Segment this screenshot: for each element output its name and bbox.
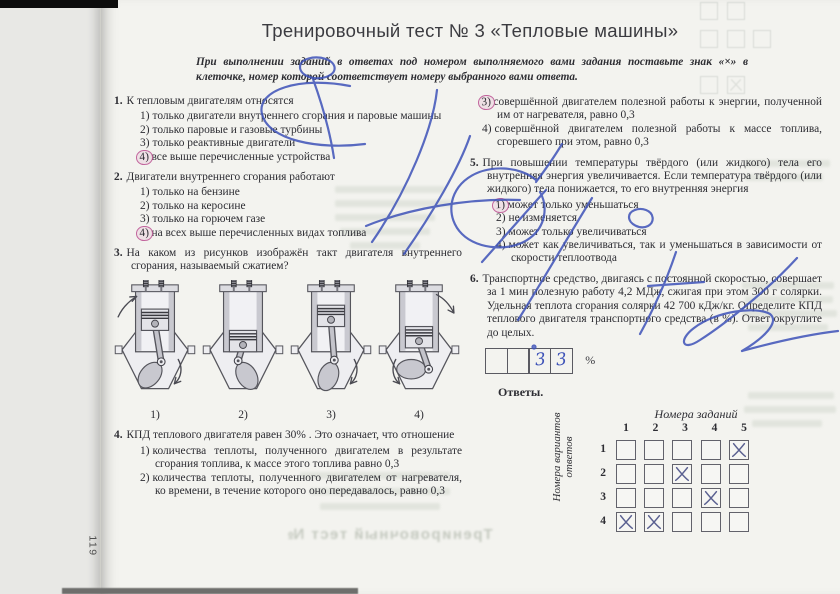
- question-text: На каком из рисунков изображён такт двигателя внутреннего сгорания, называемый сжатием?: [126, 247, 462, 273]
- option-label: 2): [140, 123, 150, 136]
- grid-column-number: 4: [711, 422, 718, 435]
- grid-body: [586, 440, 816, 532]
- answer-option[interactable]: [140, 445, 462, 472]
- answer-checkbox[interactable]: [701, 464, 721, 484]
- grid-row-number: 2: [600, 467, 606, 480]
- grid-row: [586, 512, 816, 532]
- answer-checkbox[interactable]: [672, 512, 692, 532]
- numeric-answer-strip: [486, 348, 822, 374]
- grid-row: [586, 488, 816, 508]
- answer-checkbox[interactable]: [729, 464, 749, 484]
- answer-cell[interactable]: [550, 348, 573, 374]
- answer-checkbox[interactable]: [701, 440, 721, 460]
- answer-option[interactable]: [140, 472, 462, 499]
- answers-heading: Ответы.: [498, 384, 544, 399]
- option-text: только на керосине: [152, 199, 246, 212]
- option-label: 1): [140, 186, 150, 199]
- option-text: может только увеличиваться: [508, 225, 647, 238]
- page-title: Тренировочный тест № 3 «Тепловые машины»: [261, 20, 679, 41]
- grid-column-number: 1: [623, 422, 629, 435]
- question-5: [470, 157, 822, 266]
- grid-column-numbers: [616, 422, 816, 435]
- answer-cell[interactable]: [528, 348, 551, 374]
- option-text: только на бензине: [152, 186, 240, 199]
- option-text: только реактивные двигатели: [152, 137, 296, 150]
- question-1: [114, 95, 462, 164]
- option-label: 3): [140, 213, 150, 226]
- question-text: КПД теплового двигателя равен 30% . Это означает, что отношение: [126, 429, 455, 442]
- grid-column-number: 3: [682, 422, 688, 435]
- showthrough-mirrored-title: Тренировочный тест №: [286, 526, 493, 543]
- question-6: [470, 273, 822, 340]
- option-label: 1): [140, 110, 150, 123]
- handwritten-digit: 3: [533, 349, 547, 371]
- test-instruction: При выполнении заданий в ответах под номером выполняемого вами задания поставьте знак «×» в клеточке, номер которой соответствует номеру выбранного вами ответа.: [196, 56, 748, 83]
- page-number: 119: [86, 535, 99, 557]
- option-text: не изменяется: [508, 212, 577, 225]
- answer-checkbox[interactable]: [729, 512, 749, 532]
- answer-option[interactable]: [140, 110, 462, 123]
- showthrough-checkbox: [727, 2, 745, 20]
- question-3: [114, 247, 462, 422]
- question-number: 5.: [470, 156, 479, 169]
- option-label: 4): [135, 149, 153, 166]
- scan-edge-black-strip: [0, 0, 118, 8]
- option-text: количества теплоты, полученного двигателем от нагревателя, ко времени, в течение которого оно передавалось, равно 0,3: [152, 471, 462, 497]
- x-mark: [645, 513, 663, 531]
- option-text: только двигатели внутреннего сгорания и паровые машины: [152, 110, 442, 123]
- engine-figure-3: [290, 280, 372, 422]
- answer-option[interactable]: [496, 239, 822, 266]
- question-text: При повышении температуры твёрдого (или жидкого) тела его внутренняя энергия увеличивается. Если температура твёрдого (или жидкого) тела понижается, то его внутренняя энергия: [482, 156, 822, 196]
- engine-figure-2: [202, 280, 284, 422]
- figure-label: 2): [238, 408, 248, 421]
- grid-row-number: 1: [600, 443, 606, 456]
- answer-checkbox[interactable]: [644, 488, 664, 508]
- option-label: 3): [496, 225, 506, 238]
- answer-checkbox[interactable]: [672, 440, 692, 460]
- grid-row-number: 4: [600, 515, 606, 528]
- answer-checkbox[interactable]: [729, 440, 749, 460]
- engine-diagram-intake: [114, 280, 196, 408]
- answer-checkbox[interactable]: [729, 488, 749, 508]
- answer-option[interactable]: [496, 212, 822, 225]
- answer-option[interactable]: [482, 96, 822, 123]
- question-number: 1.: [114, 95, 123, 107]
- answer-checkbox[interactable]: [672, 488, 692, 508]
- answer-option[interactable]: [140, 124, 462, 137]
- grid-side-label: Номера вариантов ответов: [551, 412, 575, 502]
- answer-checkbox[interactable]: [644, 440, 664, 460]
- answer-option[interactable]: [496, 226, 822, 239]
- grid-title: Номера заданий: [654, 407, 738, 422]
- option-text: совершённой двигателем полезной работы к энергии, полученной им от нагревателя, равно 0,3: [493, 96, 822, 122]
- option-text: на всех выше перечисленных видах топлива: [151, 226, 367, 239]
- option-text: может как увеличиваться, так и уменьшаться в зависимости от скорости теплоотвода: [508, 239, 822, 265]
- page-bottom-shadow: [62, 588, 358, 594]
- option-label: 2): [496, 212, 506, 225]
- answer-option[interactable]: [140, 186, 462, 199]
- answer-option[interactable]: [140, 151, 462, 164]
- grid-column-number: 5: [741, 422, 747, 435]
- engine-figure-4: [378, 280, 460, 422]
- option-text: только паровые и газовые турбины: [152, 123, 323, 136]
- answer-option[interactable]: [140, 137, 462, 150]
- question-number: 4.: [114, 429, 123, 442]
- answer-option[interactable]: [482, 123, 822, 150]
- x-mark: [617, 513, 635, 531]
- figure-label: 3): [326, 408, 336, 421]
- question-text: Двигатели внутреннего сгорания работают: [126, 171, 335, 184]
- answer-checkbox[interactable]: [672, 464, 692, 484]
- left-column: [114, 95, 462, 505]
- answer-checkbox[interactable]: [616, 512, 636, 532]
- answer-cell[interactable]: [507, 348, 530, 374]
- x-mark: [730, 441, 748, 459]
- grid-row-number: 3: [600, 491, 606, 504]
- question-text: Транспортное средство, двигаясь с постоянной скоростью, совершает за 1 мин полезную работу 4,2 МДж, сжигая при этом 300 г солярки. Удельная теплота сгорания солярки 42 700 кДж/кг. Определите КПД теплового двигателя транспортного средства (в %). Ответ округлите до целых.: [482, 272, 822, 339]
- question-number: 6.: [470, 272, 479, 285]
- option-text: совершённой двигателем полезной работы к массе топлива, сгоревшего при этом, равно 0,3: [494, 122, 822, 149]
- question-number: 2.: [114, 171, 123, 184]
- option-text: все выше перечисленные устройства: [151, 150, 331, 163]
- option-text: количества теплоты, полученного двигателем в результате сгорания топлива, к массе этого топлива равно 0,3: [152, 444, 462, 471]
- answer-checkbox[interactable]: [701, 512, 721, 532]
- option-label: 4): [482, 122, 492, 135]
- showthrough-checkbox: [700, 2, 718, 20]
- option-label: 2): [140, 199, 150, 212]
- option-text: только на горючем газе: [152, 213, 266, 226]
- engine-figure-1: [114, 280, 196, 422]
- option-label: 4): [135, 225, 153, 242]
- answer-checkbox[interactable]: [616, 440, 636, 460]
- answer-option[interactable]: [140, 213, 462, 226]
- answer-checkbox[interactable]: [644, 512, 664, 532]
- question-4: [114, 429, 462, 498]
- answer-option[interactable]: [140, 227, 462, 240]
- grid-column-number: 2: [652, 422, 659, 435]
- answer-checkbox[interactable]: [616, 488, 636, 508]
- handwritten-digit: 3: [555, 349, 569, 371]
- answer-option[interactable]: [140, 200, 462, 213]
- option-label: 2): [140, 471, 150, 484]
- option-label: 3): [140, 137, 150, 150]
- question-2: [114, 171, 462, 240]
- option-label: 4): [496, 239, 506, 252]
- figure-label: 1): [150, 408, 160, 421]
- grid-row: [586, 440, 816, 460]
- answer-checkbox[interactable]: [644, 464, 664, 484]
- option-label: 1): [140, 444, 150, 457]
- option-label: 3): [477, 94, 495, 111]
- engine-diagram-power: [202, 280, 284, 408]
- right-column: [470, 96, 822, 532]
- engine-diagram-exhaust: [378, 280, 460, 408]
- x-mark: [673, 465, 691, 483]
- question-number: 3.: [114, 247, 123, 260]
- answer-option[interactable]: [496, 199, 822, 212]
- answer-checkbox[interactable]: [701, 488, 721, 508]
- engine-figures: [114, 280, 462, 422]
- option-label: 1): [491, 197, 509, 214]
- answer-cell[interactable]: [485, 348, 508, 374]
- engine-diagram-compression: [290, 280, 372, 408]
- question-text: К тепловым двигателям относятся: [126, 95, 294, 107]
- question-4-continued: [470, 96, 822, 150]
- option-text: может только уменьшаться: [507, 198, 639, 211]
- grid-row: [586, 464, 816, 484]
- percent-unit: %: [585, 353, 596, 368]
- figure-label: 4): [414, 408, 424, 421]
- answer-checkbox[interactable]: [616, 464, 636, 484]
- answers-grid: [551, 407, 816, 531]
- x-mark: [702, 489, 720, 507]
